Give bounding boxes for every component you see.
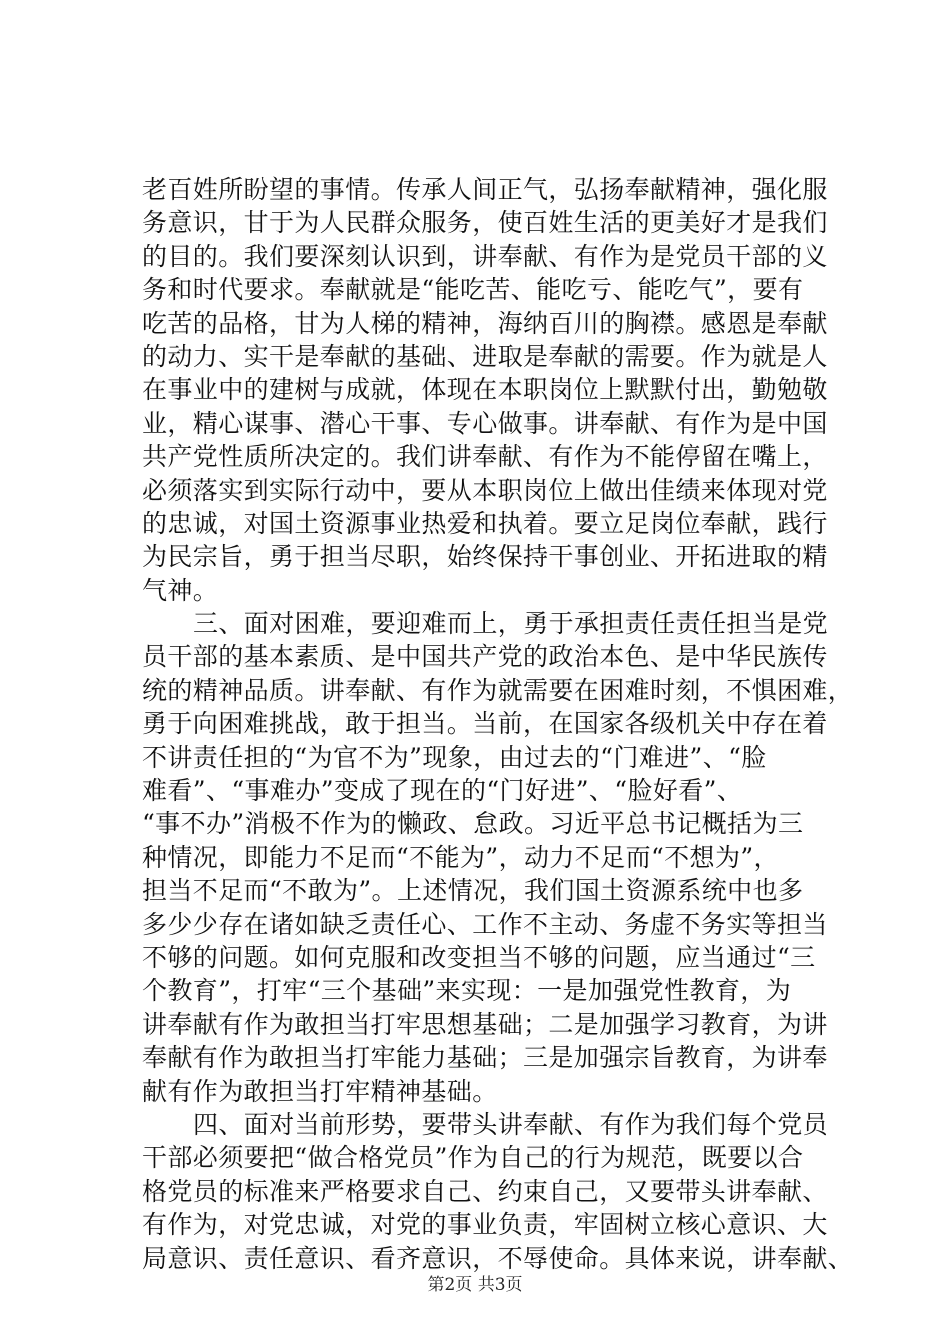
text-line: 不够的问题。如何克服和改变担当不够的问题，应当通过“三 <box>142 942 816 972</box>
text-line: 的动力、实干是奉献的基础、进取是奉献的需要。作为就是人 <box>142 341 828 371</box>
text-line: 局意识、责任意识、看齐意识，不辱使命。具体来说，讲奉献、 <box>142 1243 854 1273</box>
text-line: 不讲责任担的“为官不为”现象，由过去的“门难进”、“脸 <box>142 742 767 772</box>
section-heading-line: 四、面对当前形势，要带头讲奉献、有作为我们每个党员 <box>193 1109 829 1139</box>
text-line: 多少少存在诸如缺乏责任心、工作不主动、务虚不务实等担当 <box>142 909 828 939</box>
text-line: 有作为，对党忠诚，对党的事业负责，牢固树立核心意识、大 <box>142 1210 828 1240</box>
text-line: 种情况，即能力不足而“不能为”，动力不足而“不想为”， <box>142 842 779 872</box>
text-line: 格党员的标准来严格要求自己、约束自己，又要带头讲奉献、 <box>142 1176 828 1206</box>
text-line: 业，精心谋事、潜心干事、专心做事。讲奉献、有作为是中国 <box>142 408 828 438</box>
text-line: 讲奉献有作为敢担当打牢思想基础；二是加强学习教育，为讲 <box>142 1009 828 1039</box>
body-text <box>142 173 862 1275</box>
text-line: 统的精神品质。讲奉献、有作为就需要在困难时刻，不惧困难， <box>142 675 854 705</box>
text-line: 共产党性质所决定的。我们讲奉献、有作为不能停留在嘴上， <box>142 442 828 472</box>
section-heading-line: 三、面对困难，要迎难而上，勇于承担责任责任担当是党 <box>193 609 829 639</box>
text-line: 务意识，甘于为人民群众服务，使百姓生活的更美好才是我们 <box>142 208 828 238</box>
text-line: 奉献有作为敢担当打牢能力基础；三是加强宗旨教育，为讲奉 <box>142 1043 828 1073</box>
text-line: 担当不足而“不敢为”。上述情况，我们国土资源系统中也多 <box>142 876 804 906</box>
text-line: 必须落实到实际行动中，要从本职岗位上做出佳绩来体现对党 <box>142 475 828 505</box>
text-line: 老百姓所盼望的事情。传承人间正气，弘扬奉献精神，强化服 <box>142 175 828 204</box>
text-line: 气神。 <box>142 575 219 605</box>
text-line: 为民宗旨，勇于担当尽职，始终保持干事创业、开拓进取的精 <box>142 542 828 572</box>
text-line: 献有作为敢担当打牢精神基础。 <box>142 1076 498 1106</box>
text-line: 干部必须要把“做合格党员”作为自己的行为规范，既要以合 <box>142 1143 804 1173</box>
page-number-footer: 第2页 共3页 <box>427 1275 523 1295</box>
text-line: 个教育”，打牢“三个基础”来实现：一是加强党性教育，为 <box>142 976 792 1006</box>
text-line: 吃苦的品格，甘为人梯的精神，海纳百川的胸襟。感恩是奉献 <box>142 308 828 338</box>
text-line: 在事业中的建树与成就，体现在本职岗位上默默付出，勤勉敬 <box>142 375 828 405</box>
text-line: 的忠诚，对国土资源事业热爱和执着。要立足岗位奉献，践行 <box>142 508 828 538</box>
text-line: 的目的。我们要深刻认识到，讲奉献、有作为是党员干部的义 <box>142 241 828 271</box>
text-line: “事不办”消极不作为的懒政、怠政。习近平总书记概括为三 <box>142 809 804 839</box>
text-line: 难看”、“事难办”变成了现在的“门好进”、“脸好看”、 <box>142 776 743 806</box>
text-line: 勇于向困难挑战，敢于担当。当前，在国家各级机关中存在着 <box>142 709 828 739</box>
text-line: 员干部的基本素质、是中国共产党的政治本色、是中华民族传 <box>142 642 828 672</box>
text-line: 务和时代要求。奉献就是“能吃苦、能吃亏、能吃气”，要有 <box>142 275 804 305</box>
